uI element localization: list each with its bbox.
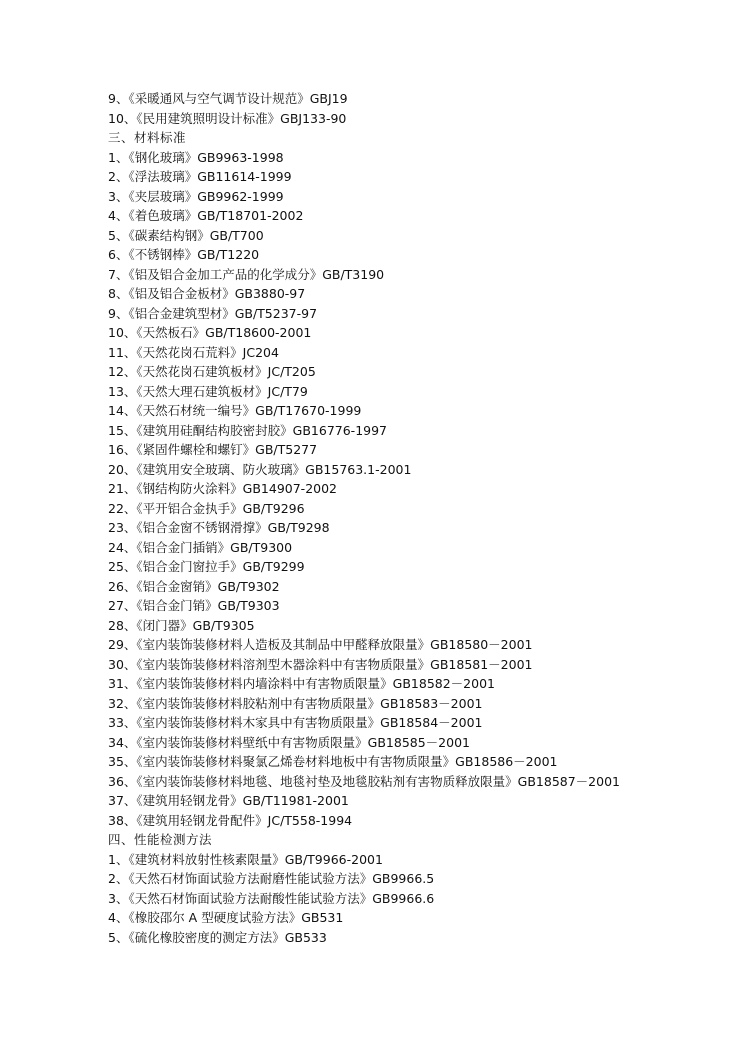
list-item: 21、《钢结构防火涂料》GB14907-2002 — [108, 481, 338, 496]
list-item: 4、《着色玻璃》GB/T18701-2002 — [108, 208, 304, 223]
list-item: 15、《建筑用硅酮结构胶密封胶》GB16776-1997 — [108, 422, 388, 438]
list-item: 36、《室内装饰装修材料地毯、地毯衬垫及地毯胶粘剂有害物质释放限量》GB18587－2001 — [108, 773, 620, 789]
section-heading: 四、性能检测方法 — [108, 832, 213, 847]
list-item: 16、《紧固件螺栓和螺钉》GB/T5277 — [108, 442, 318, 457]
list-item: 7、《铝及铝合金加工产品的化学成分》GB/T3190 — [108, 266, 385, 282]
list-item: 1、《钢化玻璃》GB9963-1998 — [108, 149, 284, 165]
list-item: 5、《硫化橡胶密度的测定方法》GB533 — [108, 929, 327, 945]
list-item: 3、《天然石材饰面试验方法耐酸性能试验方法》GB9966.6 — [108, 890, 435, 906]
list-item: 35、《室内装饰装修材料聚氯乙烯卷材料地板中有害物质限量》GB18586－2001 — [108, 754, 558, 769]
list-item: 22、《平开铝合金执手》GB/T9296 — [108, 500, 305, 516]
list-item: 30、《室内装饰装修材料溶剂型木器涂料中有害物质限量》GB18581－2001 — [108, 656, 533, 672]
list-item: 25、《铝合金门窗拉手》GB/T9299 — [108, 559, 305, 574]
list-item: 33、《室内装饰装修材料木家具中有害物质限量》GB18584－2001 — [108, 715, 483, 730]
list-item: 9、《铝合金建筑型材》GB/T5237-97 — [108, 305, 318, 321]
section-heading: 三、材料标准 — [108, 130, 187, 145]
list-item: 3、《夹层玻璃》GB9962-1999 — [108, 188, 284, 204]
list-item: 26、《铝合金窗销》GB/T9302 — [108, 578, 280, 594]
list-item: 10、《天然板石》GB/T18600-2001 — [108, 325, 312, 340]
list-item: 2、《天然石材饰面试验方法耐磨性能试验方法》GB9966.5 — [108, 871, 435, 886]
list-item: 31、《室内装饰装修材料内墙涂料中有害物质限量》GB18582－2001 — [108, 676, 495, 691]
list-item: 37、《建筑用轻钢龙骨》GB/T11981-2001 — [108, 793, 349, 808]
list-item: 29、《室内装饰装修材料人造板及其制品中甲醛释放限量》GB18580－2001 — [108, 637, 533, 652]
list-item: 4、《橡胶邵尔 A 型硬度试验方法》GB531 — [108, 910, 344, 925]
list-item: 38、《建筑用轻钢龙骨配件》JC/T558-1994 — [108, 812, 353, 828]
list-item: 13、《天然大理石建筑板材》JC/T79 — [108, 383, 308, 399]
standards-list — [108, 89, 728, 947]
list-item: 20、《建筑用安全玻璃、防火玻璃》GB15763.1-2001 — [108, 461, 412, 477]
list-item: 32、《室内装饰装修材料胶粘剂中有害物质限量》GB18583－2001 — [108, 695, 483, 711]
list-item: 23、《铝合金窗不锈钢滑撑》GB/T9298 — [108, 520, 330, 535]
list-item: 34、《室内装饰装修材料壁纸中有害物质限量》GB18585－2001 — [108, 734, 470, 750]
list-item: 12、《天然花岗石建筑板材》JC/T205 — [108, 364, 316, 379]
list-item: 8、《铝及铝合金板材》GB3880-97 — [108, 286, 306, 301]
list-item: 28、《闭门器》GB/T9305 — [108, 617, 255, 633]
list-item: 5、《碳素结构钢》GB/T700 — [108, 227, 264, 243]
list-item: 11、《天然花岗石荒料》JC204 — [108, 344, 279, 360]
list-item: 27、《铝合金门销》GB/T9303 — [108, 598, 280, 613]
list-item: 1、《建筑材料放射性核素限量》GB/T9966-2001 — [108, 851, 383, 867]
list-item: 9、《采暖通风与空气调节设计规范》GBJ19 — [108, 91, 348, 106]
list-item: 24、《铝合金门插销》GB/T9300 — [108, 539, 293, 555]
list-item: 6、《不锈钢棒》GB/T1220 — [108, 247, 260, 262]
list-item: 10、《民用建筑照明设计标准》GBJ133-90 — [108, 110, 347, 126]
list-item: 14、《天然石材统一编号》GB/T17670-1999 — [108, 403, 362, 418]
list-item: 2、《浮法玻璃》GB11614-1999 — [108, 169, 292, 184]
